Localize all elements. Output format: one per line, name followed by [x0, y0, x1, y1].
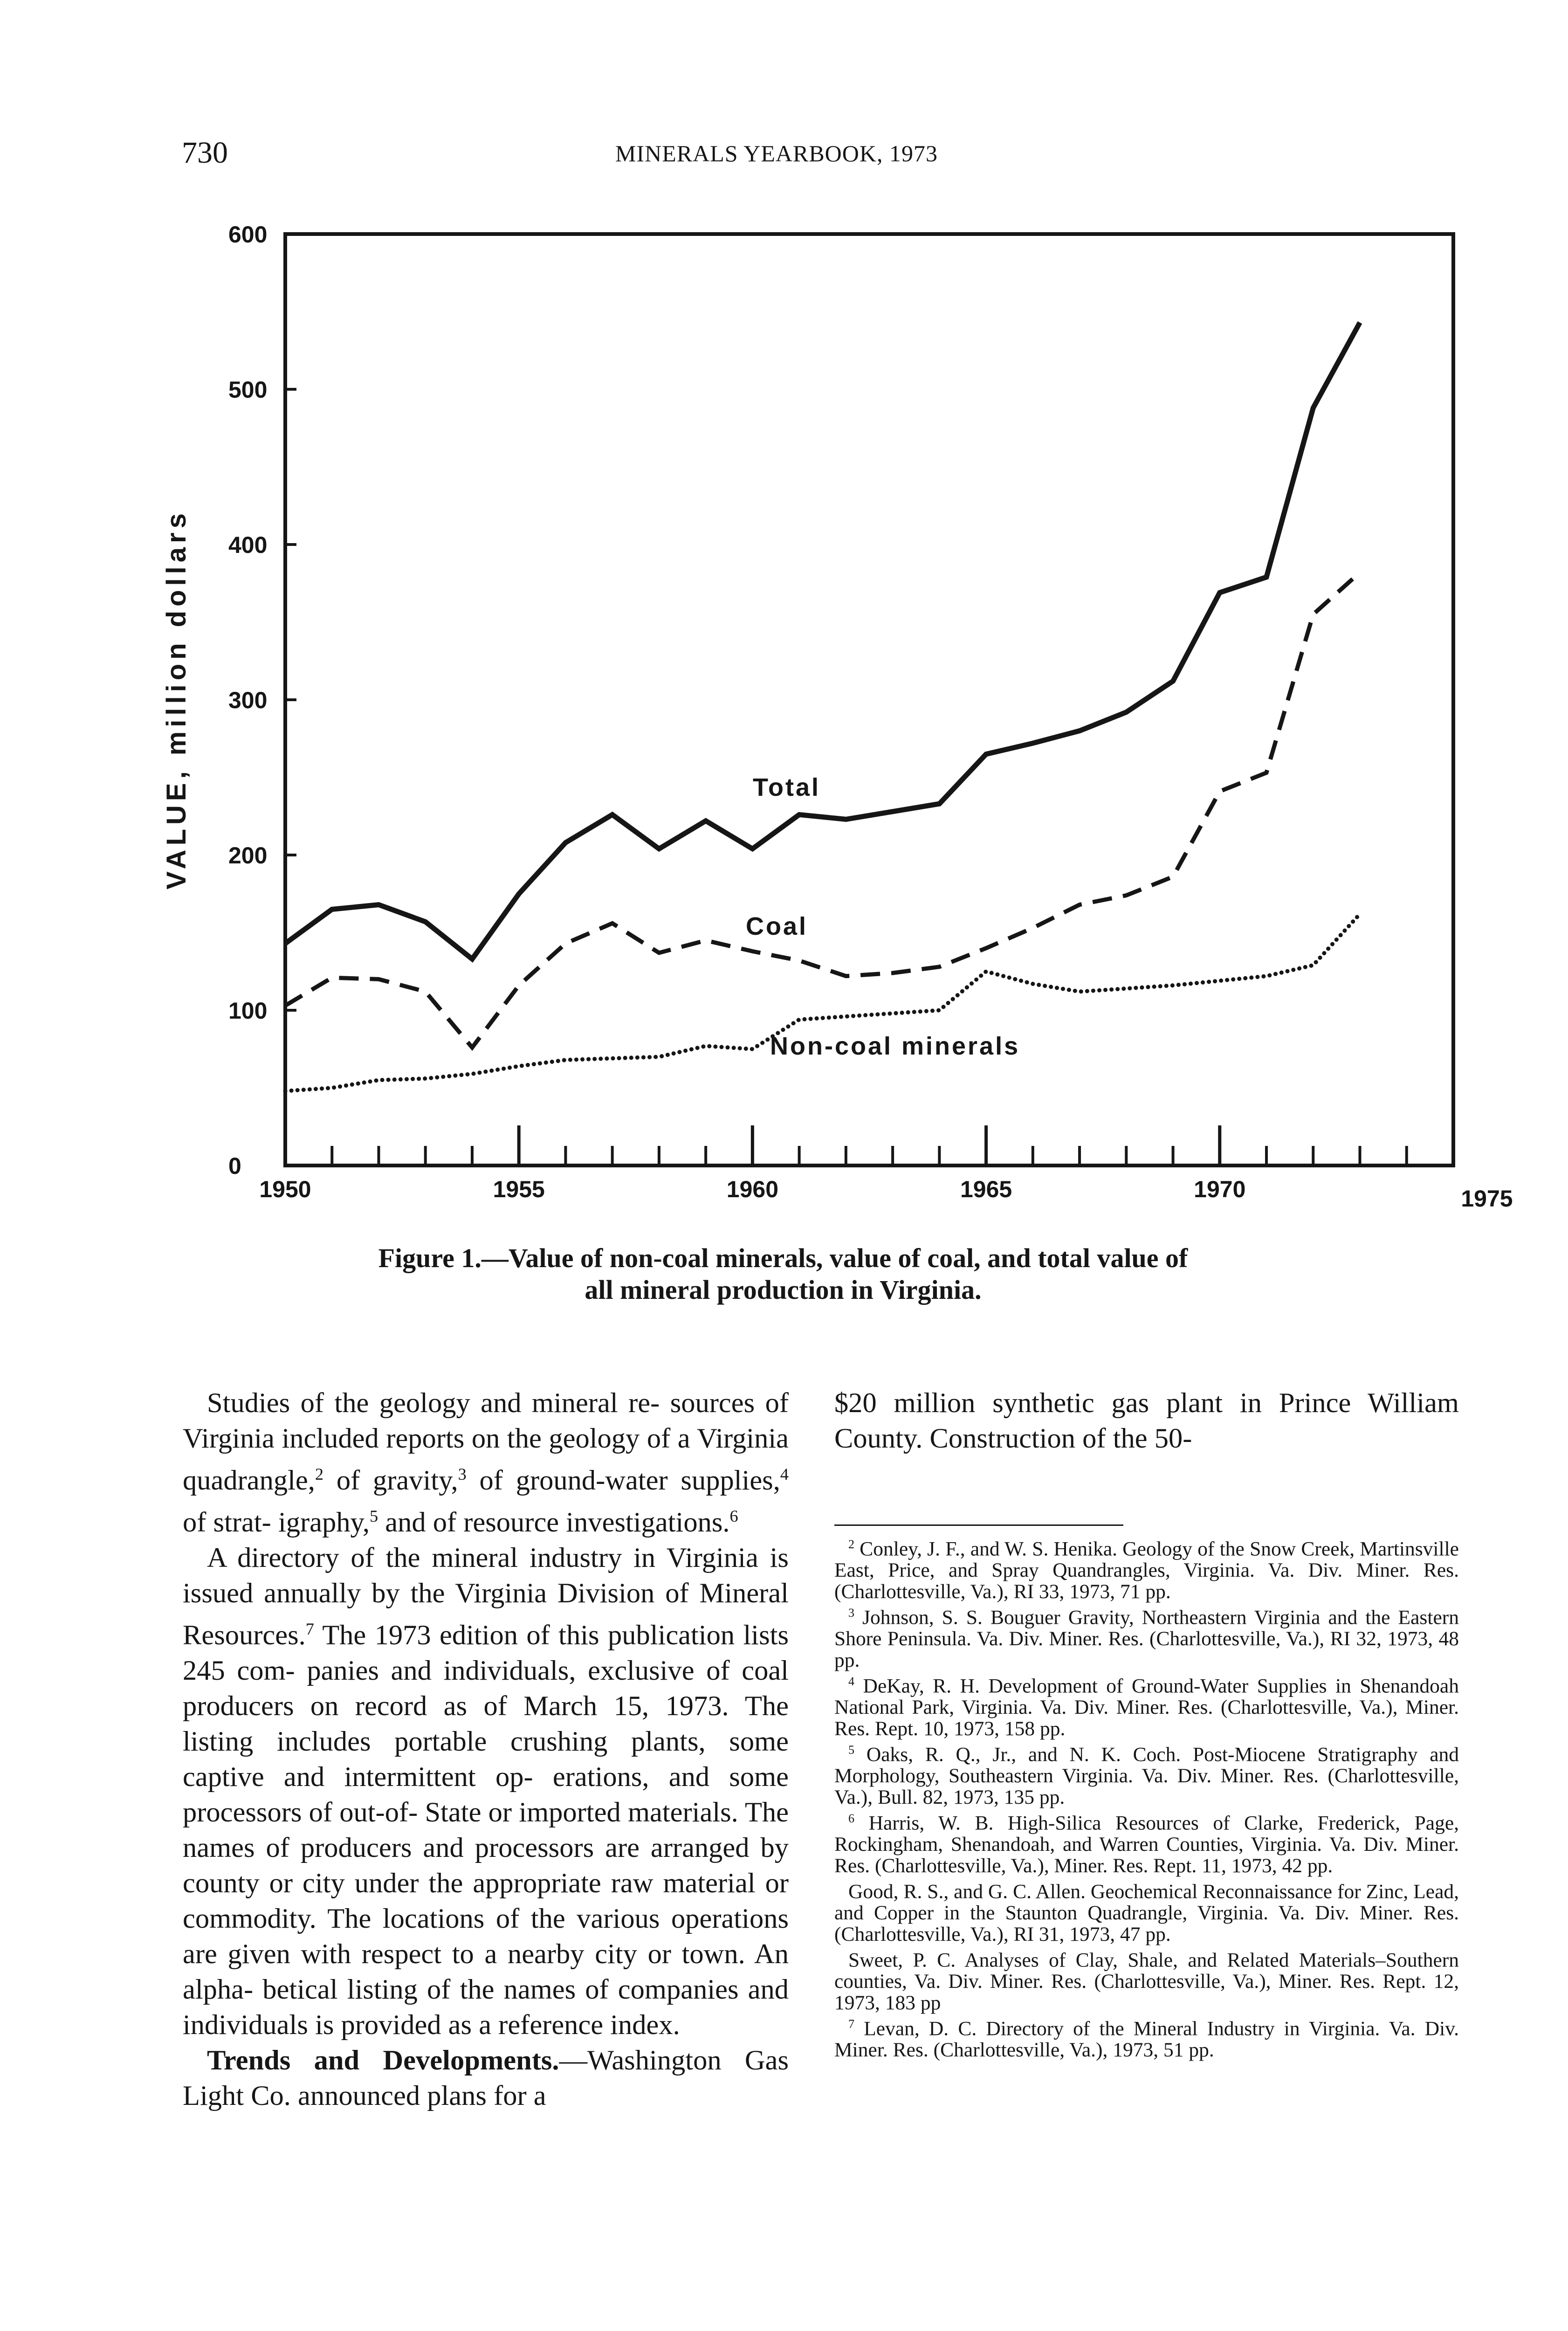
- footnote-ref: 4: [780, 1465, 789, 1483]
- series-layer: [285, 323, 1360, 1091]
- footnote-ref: 5: [369, 1507, 378, 1526]
- paragraph-trends: [183, 2043, 789, 2114]
- paragraph-continued: [834, 1386, 1459, 1456]
- text-line: panies and individuals, exclusive of coal: [307, 1655, 789, 1687]
- footnote-mark: 4: [848, 1675, 855, 1688]
- text-line: edition of this publication lists 245 com-: [183, 1620, 789, 1687]
- footnote-text: DeKay, R. H. Development of Ground-Water Supplies in Shenandoah National Park, Virginia. Va. Div. Miner. Res. (Charlottesville, Va.), Miner. Res. Rept. 10, 1973, 158 pp.: [834, 1675, 1459, 1740]
- series-label-non-coal: Non-coal minerals: [770, 1032, 1020, 1060]
- text-line: —Washington: [559, 2045, 722, 2076]
- text-line: and individuals is provided as a reference: [183, 1974, 789, 2041]
- footnote-text: Good, R. S., and G. C. Allen. Geochemical Reconnaissance for Zinc, Lead, and Copper in the Staunton Quadrangle, Virginia. Va. Div. Miner. Res. (Charlottesville, Va.), RI 31, 1973, 47 pp.: [834, 1880, 1459, 1945]
- text-line: Gas Light Co. announced plans for a: [183, 2045, 789, 2112]
- text-line: sources of Virginia included reports on the: [183, 1387, 789, 1454]
- y-tick-label: 0: [228, 1153, 241, 1179]
- footnote-ref: 6: [729, 1507, 738, 1526]
- footnote-text: Sweet, P. C. Analyses of Clay, Shale, and Related Materials–Southern counties, Va. Div. Miner. Res. (Charlottesville, Va.), Miner. Res. Rept. 12, 1973, 183 pp: [834, 1949, 1459, 2014]
- text-line: respect to a nearby city or town. An alpha-: [183, 1938, 789, 2006]
- footnote-text: Conley, J. F., and W. S. Henika. Geology of the Snow Creek, Martinsville East, Price, and Spray Quandrangles, Virginia. Va. Div. Miner. Res. (Charlottesville, Va.), RI 33, 1973, 71 pp.: [834, 1538, 1459, 1603]
- y-tick-label: 400: [228, 532, 268, 558]
- text-line: of ground-water supplies,: [466, 1465, 780, 1497]
- y-tick-label: 300: [228, 687, 268, 713]
- running-head: MINERALS YEARBOOK, 1973: [615, 140, 938, 166]
- y-axis-title: VALUE, million dollars: [161, 509, 192, 890]
- page-number: 730: [182, 136, 228, 170]
- text-line: of: [323, 1465, 360, 1497]
- paragraph-directory: [183, 1540, 789, 2043]
- footnote-text: Oaks, R. Q., Jr., and N. K. Coch. Post-Miocene Stratigraphy and Morphology, Southeastern Virginia. Va. Div. Miner. Res. (Charlottesville, Va.), Bull. 82, 1973, 135 pp.: [834, 1743, 1459, 1808]
- footnote-mark: 5: [848, 1743, 855, 1757]
- text-line: $20 million synthetic gas plant in Prince: [834, 1387, 1351, 1419]
- footnote: [834, 1808, 1459, 1876]
- footnote-text: Harris, W. B. High-Silica Resources of Clarke, Frederick, Page, Rockingham, Shenandoah, and Warren Counties, Virginia. Va. Div. Miner. Res. (Charlottesville, Va.), Miner. Res. Rept. 11, 1973, 42 pp.: [834, 1812, 1459, 1877]
- figure-caption: [336, 1242, 1231, 1306]
- series-label-coal: Coal: [746, 912, 808, 940]
- text-line: of strat-: [183, 1507, 271, 1538]
- text-line: Virginia is issued annually by the Virginia: [183, 1542, 789, 1609]
- footnote-rule: [834, 1524, 1123, 1526]
- text-line: raw material or commodity. The locations: [183, 1868, 789, 1935]
- x-tick-label: 1965: [960, 1176, 1012, 1202]
- text-line: and of resource investigations.: [378, 1507, 730, 1538]
- text-line: William County. Construction of the 50-: [834, 1387, 1459, 1454]
- footnotes: [834, 1534, 1459, 2061]
- x-tick-label: 1950: [259, 1176, 311, 1202]
- plot-frame: [285, 234, 1453, 1166]
- text-line: Studies of the geology and mineral re-: [207, 1387, 660, 1419]
- footnote: [834, 1876, 1459, 1945]
- text-line: igraphy,: [278, 1507, 370, 1538]
- text-line: erations, and some processors of out-of-: [183, 1761, 789, 1828]
- footnote-ref: 7: [305, 1620, 314, 1639]
- caption-line-1: Figure 1.—Value of non-coal minerals, value of coal, and total value of: [378, 1243, 1188, 1273]
- footnote-ref: 3: [458, 1465, 467, 1483]
- left-column: [183, 1386, 789, 2114]
- text-line: The 1973: [314, 1620, 431, 1651]
- footnote-text: Levan, D. C. Directory of the Mineral Industry in Virginia. Va. Div. Miner. Res. (Charlottesville, Va.), 1973, 51 pp.: [834, 2017, 1459, 2061]
- x-tick-label: 1975: [1461, 1186, 1513, 1212]
- text-line: geology of a Virginia quadrangle,: [183, 1423, 789, 1497]
- series-line-coal: [285, 572, 1360, 1048]
- footnote: [834, 2014, 1459, 2061]
- caption-line-2: all mineral production in Virginia.: [585, 1275, 982, 1305]
- series-line-total: [285, 323, 1360, 959]
- footnote-mark: 3: [848, 1606, 855, 1620]
- footnote-text: Johnson, S. S. Bouguer Gravity, Northeastern Virginia and the Eastern Shore Peninsula. Va. Div. Miner. Res. (Charlottesville, Va.), RI 32, 1973, 48 pp.: [834, 1606, 1459, 1671]
- text-line: State or imported materials. The names: [183, 1797, 789, 1864]
- text-line: of the various operations are given with: [183, 1903, 789, 1970]
- y-tick-label: 100: [228, 998, 268, 1024]
- y-tick-label: 200: [228, 842, 268, 869]
- footnote-mark: 2: [848, 1538, 855, 1551]
- x-tick-label: 1970: [1194, 1176, 1246, 1202]
- axes: [228, 221, 1513, 1212]
- text-line: A directory of the mineral industry in: [207, 1542, 656, 1574]
- section-heading-trends: Trends and Developments.: [207, 2045, 559, 2076]
- y-tick-label: 500: [228, 377, 268, 403]
- series-label-total: Total: [753, 773, 820, 801]
- labels-layer: [161, 509, 1020, 1060]
- paragraph-studies: [183, 1386, 789, 1540]
- right-column: [834, 1386, 1459, 1456]
- text-line: plants, some captive and intermittent op-: [183, 1726, 789, 1793]
- footnote: [834, 1739, 1459, 1808]
- text-line: betical listing of the names of companies: [262, 1974, 739, 2006]
- text-line: by county or city under the appropriate: [183, 1832, 789, 1899]
- footnote: [834, 1945, 1459, 2014]
- footnote-ref: 2: [315, 1465, 324, 1483]
- text-line: Division of Mineral Resources.: [183, 1578, 789, 1651]
- footnote-mark: 6: [848, 1812, 855, 1825]
- footnote: [834, 1671, 1459, 1739]
- text-line: of producers and processors are arranged: [266, 1832, 750, 1864]
- text-line: gravity,: [373, 1465, 458, 1497]
- text-line: producers on record as of March 15, 1973.: [183, 1690, 729, 1722]
- x-tick-label: 1955: [493, 1176, 545, 1202]
- footnote: [834, 1534, 1459, 1602]
- text-line: The listing includes portable crushing: [183, 1690, 789, 1758]
- text-line: index.: [610, 2009, 680, 2041]
- y-tick-label: 600: [228, 221, 268, 248]
- footnote-mark: 7: [848, 2017, 855, 2031]
- x-tick-label: 1960: [726, 1176, 779, 1202]
- footnote: [834, 1602, 1459, 1671]
